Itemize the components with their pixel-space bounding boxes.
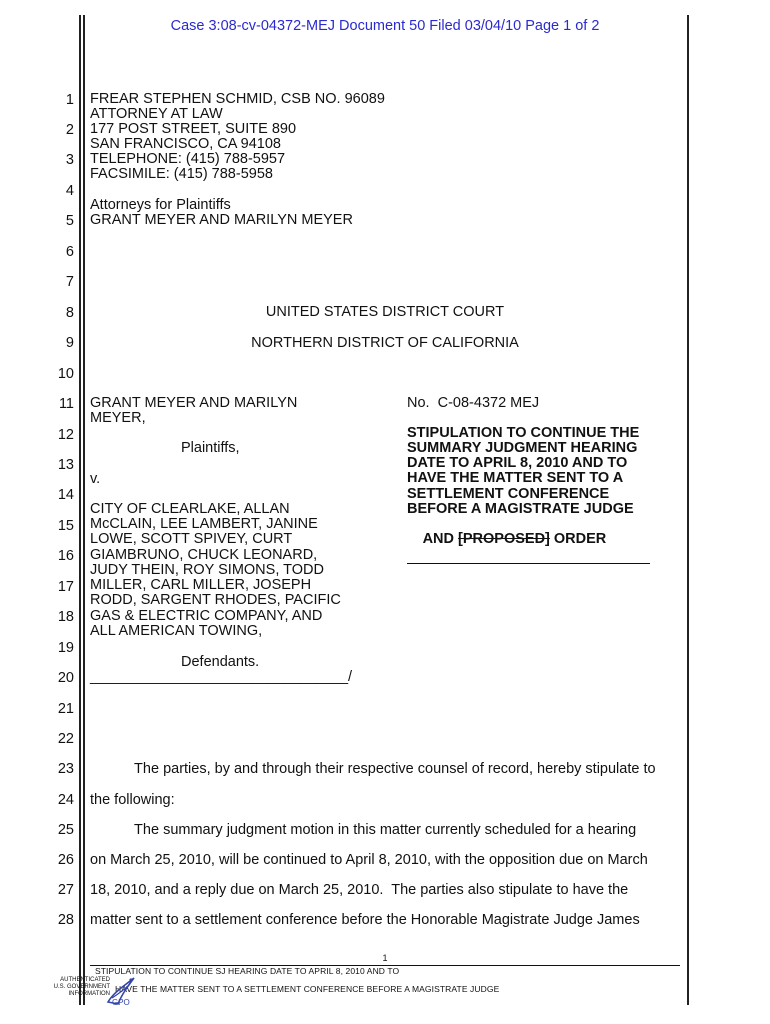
- left-margin-rule-outer: [79, 15, 81, 1005]
- document-title-line: HAVE THE MATTER SENT TO A: [407, 470, 624, 486]
- case-number: No. C-08-4372 MEJ: [407, 395, 540, 411]
- body-line: The parties, by and through their respective counsel of record, hereby stipulate to: [90, 761, 656, 777]
- footer-caption-line: STIPULATION TO CONTINUE SJ HEARING DATE TO APRIL 8, 2010 AND TO: [95, 966, 400, 976]
- line-number: 15: [57, 518, 74, 534]
- defendants-name: McCLAIN, LEE LAMBERT, JANINE: [90, 516, 318, 532]
- seal-text: INFORMATION: [68, 991, 110, 997]
- ecf-header: Case 3:08-cv-04372-MEJ Document 50 Filed 03/04/10 Page 1 of 2: [170, 18, 600, 34]
- attorney-street: 177 POST STREET, SUITE 890: [90, 121, 297, 137]
- line-number: 8: [65, 305, 74, 321]
- attorney-city: SAN FRANCISCO, CA 94108: [90, 136, 281, 152]
- defendants-name: GAS & ELECTRIC COMPANY, AND: [90, 608, 323, 624]
- line-number: 27: [57, 882, 74, 898]
- line-number: 11: [58, 396, 74, 412]
- defendants-name: CITY OF CLEARLAKE, ALLAN: [90, 501, 290, 517]
- line-number: 10: [57, 366, 74, 382]
- defendants-name: LOWE, SCOTT SPIVEY, CURT: [90, 531, 293, 547]
- line-number: 16: [57, 548, 74, 564]
- line-number: 12: [57, 427, 74, 443]
- court-district: NORTHERN DISTRICT OF CALIFORNIA: [251, 335, 519, 351]
- defendants-name: JUDY THEIN, ROY SIMONS, TODD: [90, 562, 324, 578]
- versus: v.: [90, 471, 101, 487]
- attorney-telephone: TELEPHONE: (415) 788-5957: [90, 151, 286, 167]
- line-number: 13: [57, 457, 74, 473]
- plaintiffs-label: Plaintiffs,: [181, 440, 240, 456]
- left-margin-rule-inner: [83, 15, 85, 1005]
- seal-text: U.S. GOVERNMENT: [53, 984, 110, 990]
- gpo-authentication-seal: [44, 970, 154, 1020]
- caption-signature-line: ________________________________/: [90, 669, 353, 685]
- body-line: The summary judgment motion in this matter currently scheduled for a hearing: [90, 822, 637, 838]
- line-number: 24: [57, 792, 74, 808]
- line-number: 23: [57, 761, 74, 777]
- attorney-role: Attorneys for Plaintiffs: [90, 197, 231, 213]
- line-number: 18: [57, 609, 74, 625]
- defendants-name: GIAMBRUNO, CHUCK LEONARD,: [90, 547, 318, 563]
- document-title-last-line: [407, 517, 650, 564]
- line-number: 22: [57, 731, 74, 747]
- attorney-title: ATTORNEY AT LAW: [90, 106, 223, 122]
- attorney-name: FREAR STEPHEN SCHMID, CSB NO. 96089: [90, 91, 385, 107]
- body-line: matter sent to a settlement conference before the Honorable Magistrate Judge James: [90, 912, 640, 928]
- right-margin-rule: [687, 15, 689, 1005]
- title-prefix: AND: [422, 531, 459, 547]
- line-number: 1: [65, 92, 74, 108]
- line-number: 14: [57, 487, 74, 503]
- body-line: 18, 2010, and a reply due on March 25, 2010. The parties also stipulate to have the: [90, 882, 629, 898]
- defendants-name: ALL AMERICAN TOWING,: [90, 623, 263, 639]
- plaintiffs-name: MEYER,: [90, 410, 146, 426]
- court-name: UNITED STATES DISTRICT COURT: [265, 304, 505, 320]
- footer-caption-line: HAVE THE MATTER SENT TO A SETTLEMENT CONFERENCE BEFORE A MAGISTRATE JUDGE: [115, 984, 500, 994]
- body-line: the following:: [90, 792, 175, 808]
- defendants-name: MILLER, CARL MILLER, JOSEPH: [90, 577, 312, 593]
- line-number: 17: [57, 579, 74, 595]
- line-number: 4: [65, 183, 74, 199]
- plaintiffs-name: GRANT MEYER AND MARILYN: [90, 395, 298, 411]
- seal-gpo-mark: GPO: [112, 998, 130, 1007]
- line-number: 3: [65, 152, 74, 168]
- title-struck-text: [PROPOSED]: [458, 531, 550, 547]
- body-line: on March 25, 2010, will be continued to April 8, 2010, with the opposition due on March: [90, 852, 648, 868]
- line-number: 6: [65, 244, 74, 260]
- line-number: 20: [57, 670, 74, 686]
- line-number: 7: [65, 274, 74, 290]
- line-number: 21: [57, 701, 74, 717]
- line-number: 5: [65, 213, 74, 229]
- document-title-line: SETTLEMENT CONFERENCE: [407, 486, 610, 502]
- document-title-line: SUMMARY JUDGMENT HEARING: [407, 440, 638, 456]
- line-number: 19: [57, 640, 74, 656]
- line-number: 2: [65, 122, 74, 138]
- line-number: 26: [57, 852, 74, 868]
- defendants-name: RODD, SARGENT RHODES, PACIFIC: [90, 592, 341, 608]
- line-number: 28: [57, 912, 74, 928]
- seal-text: AUTHENTICATED: [60, 977, 110, 983]
- line-number: 25: [57, 822, 74, 838]
- document-title-line: STIPULATION TO CONTINUE THE: [407, 425, 640, 441]
- attorney-facsimile: FACSIMILE: (415) 788-5958: [90, 166, 273, 182]
- document-title-line: BEFORE A MAGISTRATE JUDGE: [407, 501, 634, 517]
- title-suffix: ORDER: [549, 531, 607, 547]
- attorney-clients: GRANT MEYER AND MARILYN MEYER: [90, 212, 353, 228]
- defendants-label: Defendants.: [181, 654, 260, 670]
- line-number: 9: [65, 335, 74, 351]
- document-title-line: DATE TO APRIL 8, 2010 AND TO: [407, 455, 628, 471]
- page-number: 1: [382, 953, 388, 963]
